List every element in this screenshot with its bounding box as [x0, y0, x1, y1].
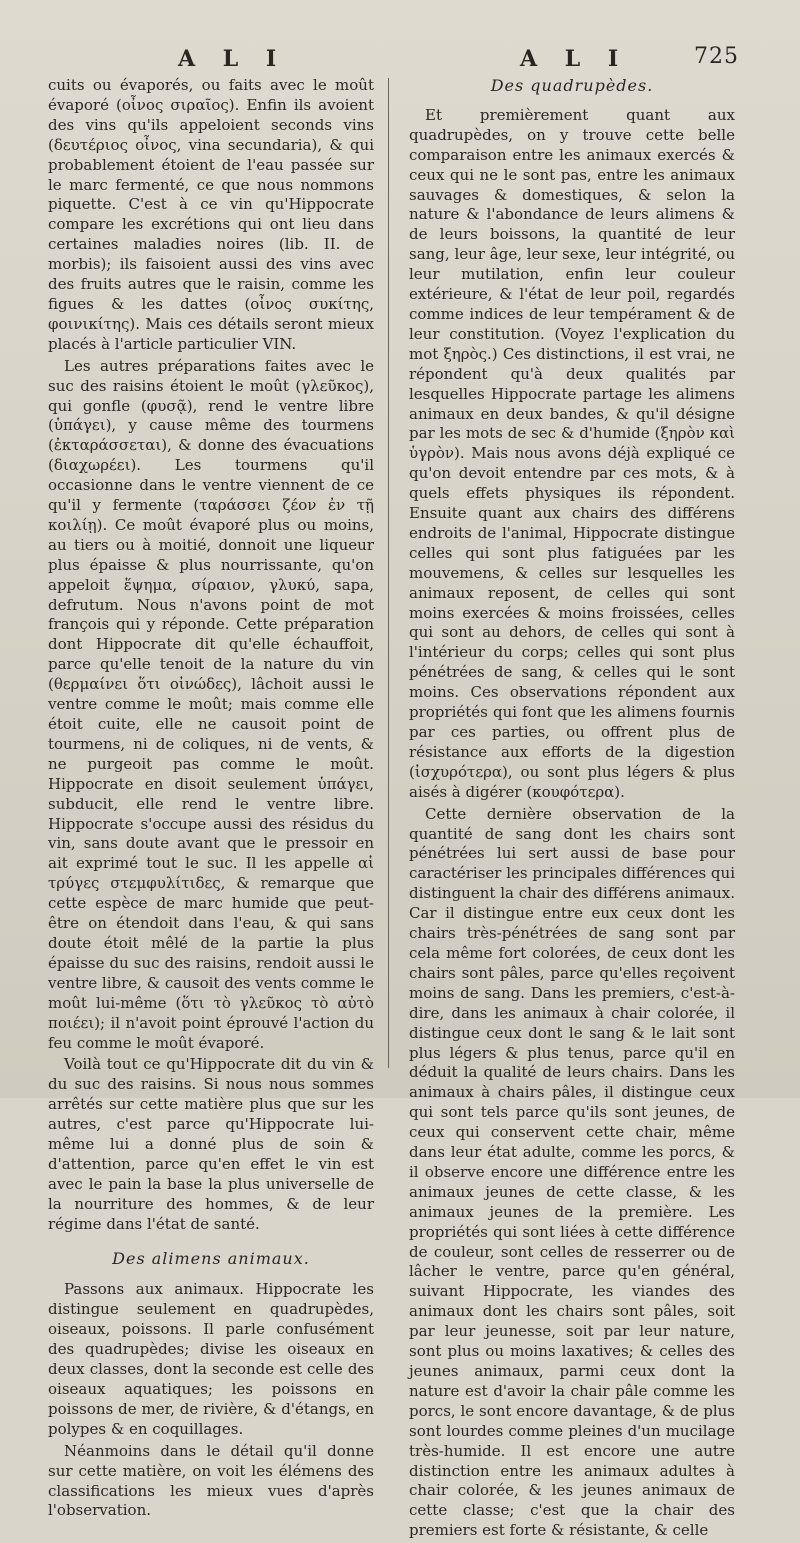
paragraph: Voilà tout ce qu'Hippocrate dit du vin & du suc des raisins. Si nous nous sommes arrêtés sur cette matière plus que sur les autres, c'est parce qu'Hippocrate lui-même lui a donné plus de soin & d'attention, parce qu'en effet le vin est avec le pain la base la plus universelle de la nourriture des hommes, & de leur régime dans l'état de santé.	[48, 1055, 374, 1233]
right-column	[409, 76, 735, 1543]
page-number: 725	[694, 44, 739, 69]
section-heading: Des quadrupèdes.	[490, 76, 654, 95]
left-column	[48, 76, 374, 1523]
running-head-right: A L I	[520, 46, 629, 72]
paragraph: Les autres préparations faites avec le suc des raisins étoient le moût (γλεῦκος), qui gonfle (φυσᾷ), rend le ventre libre (ὑπάγει), y cause même des tourmens (ἐκταράσσεται), & donne des évacuations (διαχωρέει). Les tourmens qu'il occasionne dans le ventre viennent de ce qu'il y fermente (ταράσσει ζέον ἐν τῇ κοιλίῃ). Ce moût évaporé plus ou moins, au tiers ou à moitié, donnoit une liqueur plus épaisse & plus nourrissante, qu'on appeloit ἕψημα, σίραιον, γλυκύ, sapa, defrutum. Nous n'avons point de mot françois qui y réponde. Cette préparation dont Hippocrate dit qu'elle échauffoit, parce qu'elle tenoit de la nature du vin (θερμαίνει ὅτι οἰνώδες), lâchoit aussi le ventre comme le moût; mais comme elle étoit cuite, elle ne causoit point de tourmens, ni de coliques, ni de vents, & ne purgeoit pas comme le moût. Hippocrate en disoit seulement ὑπάγει, subducit, elle rend le ventre libre. Hippocrate s'occupe aussi des résidus du vin, sans doute avant que le pressoir en ait exprimé tout le suc. Il les appelle αἱ τρύγες στεμφυλίτιδες, & remarque que cette espèce de marc humide que peut-être on étendoit dans l'eau, & qui sans doute étoit mêlé de la partie la plus épaisse du suc des raisins, rendoit aussi le ventre libre, & causoit des vents comme le moût lui-même (ὅτι τὸ γλεῦκος τὸ αὐτὸ ποιέει); il n'avoit point éprouvé l'action du feu comme le moût évaporé.	[48, 356, 374, 1052]
paragraph: Cette dernière observation de la quantité de sang dont les chairs sont pénétrées lui sert aussi de base pour caractériser les principales différences qui distinguent la chair des différens animaux. Car il distingue entre eux ceux dont les chairs très-pénétrées de sang sont par cela même fort colorées, de ceux dont les chairs sont pâles, parce qu'elles reçoivent moins de sang. Dans les premiers, c'est-à-dire, dans les animaux à chair colorée, il distingue ceux dont le sang & le lait sont plus légers & plus tenus, parce qu'il en déduit la qualité de leurs chairs. Dans les animaux à chairs pâles, il distingue ceux qui sont tels parce qu'ils sont jeunes, de ceux qui conservent cette chair, même dans leur état adulte, comme les porcs, & il observe encore une différence entre les animaux jeunes de cette classe, & les animaux jeunes de la première. Les propriétés qui sont liées à cette différence de couleur, sont celles de resserrer ou de lâcher le ventre, parce qu'en général, suivant Hippocrate, les viandes des animaux dont les chairs sont pâles, soit par leur jeunesse, soit par leur nature, sont plus ou moins laxatives; & celles des jeunes animaux, parmi ceux dont la nature est d'avoir la chair pâle comme les porcs, le sont encore davantage, & de plus sont lourdes comme pleines d'un mucilage très-humide. Il est encore une autre distinction entre les animaux adultes à chair colorée, & les jeunes animaux de cette classe; c'est que la chair des premiers est forte & résistante, & celle	[409, 804, 735, 1540]
column-divider	[388, 78, 389, 1068]
paragraph: Néanmoins dans le détail qu'il donne sur cette matière, on voit les élémens des classifications les mieux vues d'après l'observation.	[48, 1441, 374, 1520]
paragraph: cuits ou évaporés, ou faits avec le moût évaporé (οἶνος σιραῖος). Enfin ils avoient des vins qu'ils appeloient seconds vins (δευτέριος οἶνος, vina secundaria), & qui probablement étoient de l'eau passée sur le marc fermenté, ce que nous nommons piquette. C'est à ce vin qu'Hippocrate compare les excrétions qui ont lieu dans certaines maladies noires (lib. II. de morbis); ils faisoient aussi des vins avec des fruits autres que le raisin, comme les figues & les dattes (οἶνος συκίτης, φοινικίτης). Mais ces détails seront mieux placés à l'article particulier VIN.	[48, 76, 374, 353]
section-heading: Des alimens animaux.	[112, 1248, 310, 1268]
paragraph: Passons aux animaux. Hippocrate les distingue seulement en quadrupèdes, oiseaux, poissons. Il parle confusément des quadrupèdes; divise les oiseaux en deux classes, dont la seconde est celle des oiseaux aquatiques; les poissons en poissons de mer, de rivière, & d'étangs, en polypes & en coquillages.	[48, 1280, 374, 1438]
running-head-left: A L I	[178, 46, 287, 72]
paragraph: Et premièrement quant aux quadrupèdes, on y trouve cette belle comparaison entre les animaux exercés & ceux qui ne le sont pas, entre les animaux sauvages & domestiques, & selon la nature & l'abondance de leurs alimens & de leurs boissons, la quantité de leur sang, leur âge, leur sexe, leur intégrité, ou leur mutilation, enfin leur couleur extérieure, & l'état de leur poil, regardés comme indices de leur tempérament & de leur constitution. (Voyez l'explication du mot ξηρὸς.) Ces distinctions, il est vrai, ne répondent qu'à deux qualités par lesquelles Hippocrate partage les alimens animaux en deux bandes, & qu'il désigne par les mots de sec & d'humide (ξηρὸν καὶ ὑγρὸν). Mais nous avons déjà expliqué ce qu'on devoit entendre par ces mots, & à quels effets physiques ils répondent. Ensuite quant aux chairs des différens endroits de l'animal, Hippocrate distingue celles qui sont plus fatiguées par les mouvemens, & celles sur lesquelles les animaux reposent, de celles qui sont moins exercées & moins froissées, celles qui sont au dehors, de celles qui sont à l'intérieur du corps; celles qui sont plus pénétrées de sang, & celles qui le sont moins. Ces observations répondent aux propriétés qui font que les alimens fournis par ces parties, ou offrent plus de résistance aux efforts de la digestion (ἰσχυρότερα), ou sont plus légers & plus aisés à digérer (κουφότερα).	[409, 105, 735, 801]
